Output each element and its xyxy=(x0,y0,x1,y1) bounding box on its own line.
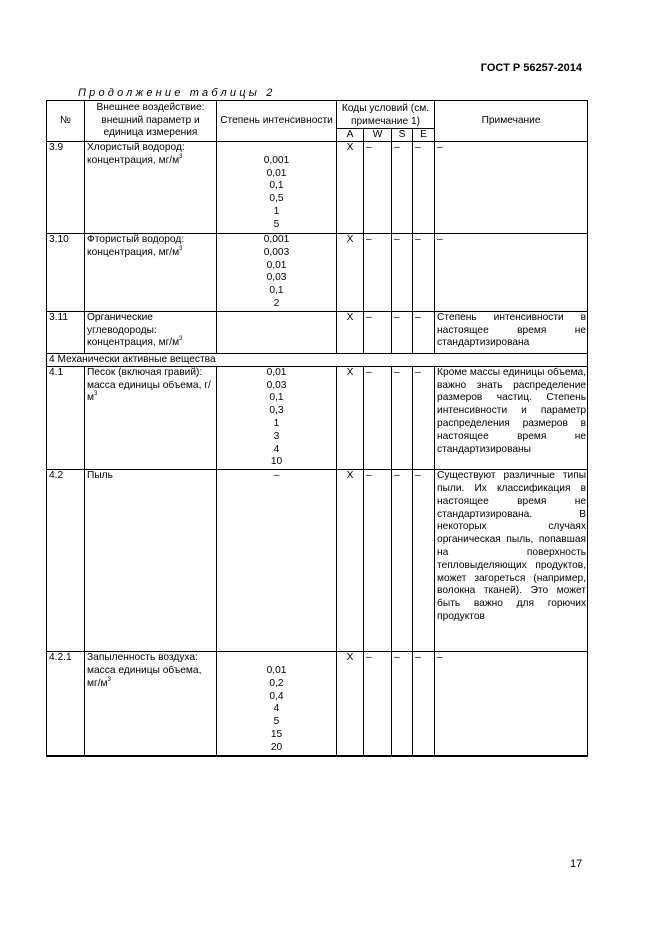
row-number: 3.11 xyxy=(47,311,85,353)
code-a-value: X xyxy=(337,142,364,234)
header-degree: Степень интенсивности xyxy=(217,101,337,142)
table-row xyxy=(47,142,588,234)
unit-superscript: 3 xyxy=(179,336,183,343)
degree-value: 5 xyxy=(273,716,280,728)
impact-text: Пыль xyxy=(87,470,113,482)
row-impact xyxy=(85,366,217,469)
unit-superscript: 3 xyxy=(179,245,183,252)
row-note: – xyxy=(435,142,588,234)
code-e-value: – xyxy=(413,652,435,756)
degree-value: 20 xyxy=(270,741,283,753)
degree-value: 0,3 xyxy=(269,405,284,417)
unit-superscript: 3 xyxy=(107,676,111,683)
degree-value: 5 xyxy=(273,218,280,230)
impact-text: Запыленность воздуха: масса единицы объема, мг/м xyxy=(87,652,202,689)
code-e-value: – xyxy=(413,366,435,469)
code-e-value: – xyxy=(413,142,435,234)
code-w-value: – xyxy=(364,470,392,652)
degree-value: 3 xyxy=(273,430,280,442)
degree-value: 0,001 xyxy=(263,154,290,166)
row-degrees xyxy=(217,234,337,312)
degree-value: 0,03 xyxy=(266,379,287,391)
code-a-value: X xyxy=(337,366,364,469)
code-w-value: – xyxy=(364,652,392,756)
header-no: № xyxy=(47,101,85,142)
header-code-e: E xyxy=(413,129,435,142)
table-row xyxy=(47,470,588,652)
header-impact: Внешнее воздействие: внешний параметр и единица измерения xyxy=(85,101,217,142)
code-s-value: – xyxy=(392,366,413,469)
degree-value: 0,001 xyxy=(263,234,290,245)
unit-superscript: 3 xyxy=(179,153,183,160)
row-note: Степень интенсивности в настоящее время не стандартизирована xyxy=(435,311,588,353)
row-note: – xyxy=(435,234,588,312)
row-degrees xyxy=(217,652,337,756)
table-row xyxy=(47,366,588,469)
code-a-value: X xyxy=(337,234,364,312)
row-degrees xyxy=(217,366,337,469)
table-row xyxy=(47,652,588,756)
degree-value: 0,4 xyxy=(269,690,284,702)
degree-value: 0,003 xyxy=(263,246,290,258)
degree-value: 0,1 xyxy=(269,285,284,297)
code-a-value: X xyxy=(337,652,364,756)
degree-value: 0,01 xyxy=(266,167,287,179)
degree-value: 0,01 xyxy=(266,366,287,378)
code-s-value: – xyxy=(392,142,413,234)
degree-value: – xyxy=(273,470,280,482)
header-note: Примечание xyxy=(435,101,588,142)
row-note: Существуют различные типы пыли. Их классификация в настоящее время не стандартизирована. В некоторых случаях органическая пыль, попавшая на поверхность тепловыделяющих продуктов, может загореться (например, волокна тканей). Это может быть важно для горючих продуктов xyxy=(435,470,588,652)
degree-value: 0,1 xyxy=(269,392,284,404)
code-s-value: – xyxy=(392,470,413,652)
degree-value: 4 xyxy=(273,443,280,455)
row-degrees xyxy=(217,311,337,353)
table-row xyxy=(47,311,588,353)
degree-value: 10 xyxy=(270,456,283,468)
code-e-value: – xyxy=(413,234,435,312)
impact-text: Хлористый водород: концентрация, мг/м xyxy=(87,142,185,166)
code-w-value: – xyxy=(364,311,392,353)
row-impact xyxy=(85,142,217,234)
row-impact xyxy=(85,652,217,756)
degree-value: 0,01 xyxy=(266,664,287,676)
row-number: 3.9 xyxy=(47,142,85,234)
section-title: 4 Механически активные вещества xyxy=(47,353,588,366)
row-note: Кроме массы единицы объема, важно знать распределение размеров частиц. Степень интенсивности и параметр распределения размеров в настоящее время не стандартизированы xyxy=(435,366,588,469)
row-impact xyxy=(85,234,217,312)
row-impact xyxy=(85,470,217,652)
code-e-value: – xyxy=(413,311,435,353)
standard-code: ГОСТ Р 56257-2014 xyxy=(480,62,582,74)
header-code-w: W xyxy=(364,129,392,142)
table-body xyxy=(47,142,588,756)
header-code-s: S xyxy=(392,129,413,142)
unit-superscript: 3 xyxy=(94,391,98,398)
degree-value: 0,1 xyxy=(269,180,284,192)
row-number: 4.1 xyxy=(47,366,85,469)
code-w-value: – xyxy=(364,234,392,312)
degree-value: 4 xyxy=(273,703,280,715)
degree-value: 1 xyxy=(273,205,280,217)
code-e-value: – xyxy=(413,470,435,652)
degree-value: 0,01 xyxy=(266,259,287,271)
degree-value: 2 xyxy=(273,297,280,309)
row-number: 3.10 xyxy=(47,234,85,312)
table-row xyxy=(47,234,588,312)
row-number: 4.2.1 xyxy=(47,652,85,756)
code-w-value: – xyxy=(364,366,392,469)
header-code-a: A xyxy=(337,129,364,142)
code-a-value: X xyxy=(337,311,364,353)
degree-value: 0,2 xyxy=(269,677,284,689)
code-s-value: – xyxy=(392,234,413,312)
degree-value: 1 xyxy=(273,417,280,429)
page-number: 17 xyxy=(570,858,583,870)
header-codes: Коды условий (см. примечание 1) xyxy=(337,101,435,129)
degree-value: 0,03 xyxy=(266,272,287,284)
row-number: 4.2 xyxy=(47,470,85,652)
code-w-value: – xyxy=(364,142,392,234)
section-row xyxy=(47,353,588,366)
impact-text: Фтористый водород: концентрация, мг/м xyxy=(87,234,185,258)
row-impact xyxy=(85,311,217,353)
impact-text: Песок (включая гравий): масса единицы объема, г/м xyxy=(87,366,211,404)
row-degrees xyxy=(217,470,337,652)
code-s-value: – xyxy=(392,652,413,756)
row-degrees xyxy=(217,142,337,234)
degree-value: 0,5 xyxy=(269,193,284,205)
degree-value: 15 xyxy=(270,728,283,740)
code-s-value: – xyxy=(392,311,413,353)
row-note: – xyxy=(435,652,588,756)
code-a-value: X xyxy=(337,470,364,652)
impact-text: Органические углеводороды: концентрация, мг/м xyxy=(87,311,180,349)
conditions-table xyxy=(46,100,588,757)
continuation-label: Продолжение таблицы 2 xyxy=(78,87,276,99)
